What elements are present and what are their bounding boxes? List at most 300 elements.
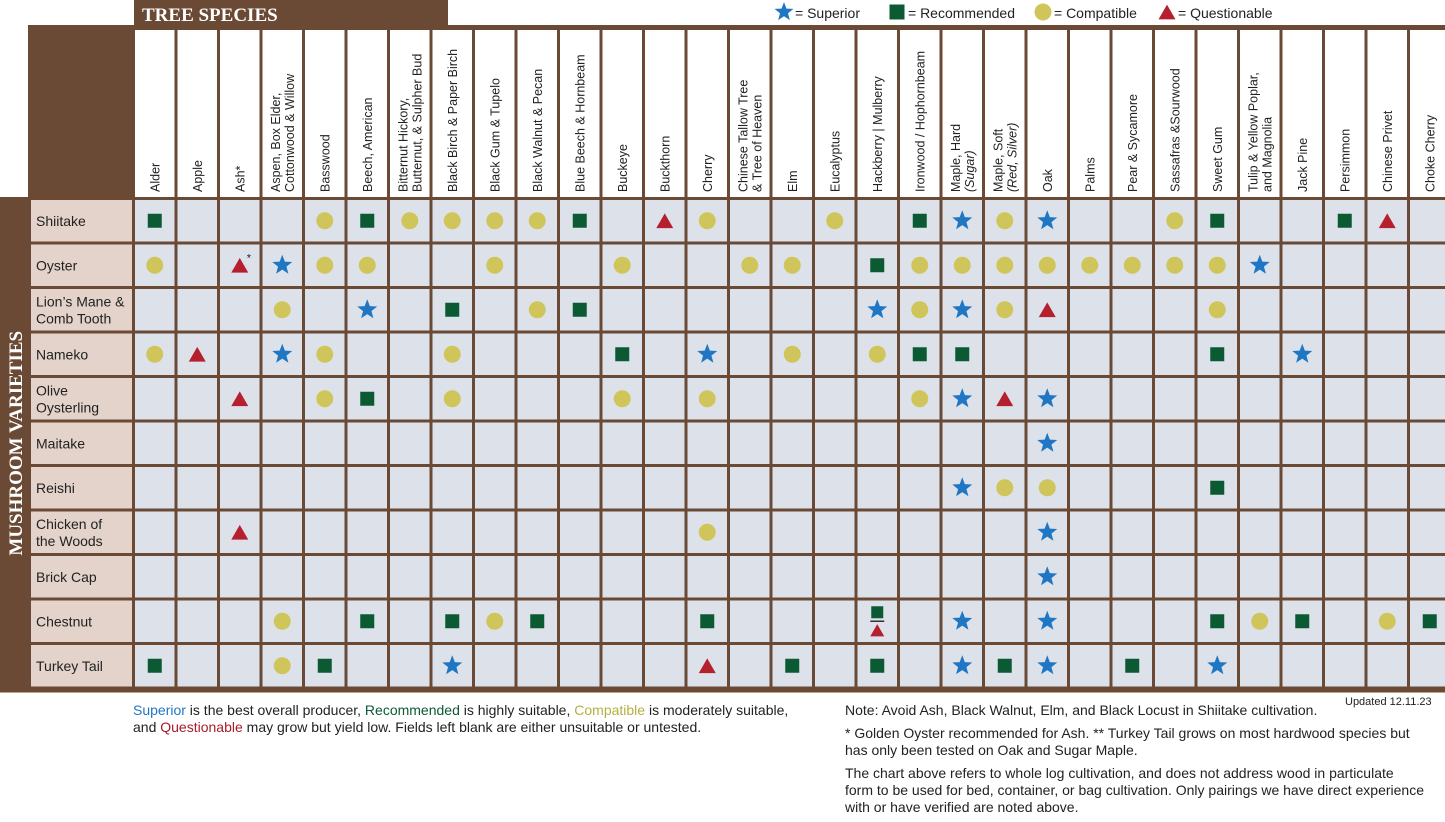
grid-cell — [1410, 467, 1445, 509]
grid-cell — [773, 423, 813, 465]
compatible-mark — [954, 257, 971, 274]
note-avoid: Note: Avoid Ash, Black Walnut, Elm, and Black Locust in Shiitake cultivation. — [845, 702, 1318, 718]
grid-cell — [1283, 556, 1323, 598]
grid-cell — [305, 289, 345, 331]
grid-cell — [135, 601, 175, 643]
grid-cell — [603, 512, 643, 554]
column-header-label: Black Walnut & Pecan — [530, 68, 545, 192]
grid-cell — [1240, 378, 1280, 420]
grid-cell — [688, 289, 728, 331]
grid-cell — [730, 645, 770, 687]
grid-cell — [985, 334, 1025, 376]
row-label: Chicken of — [36, 515, 103, 532]
column-header-label: Apple — [190, 160, 205, 192]
column-header-label: Basswood — [318, 134, 333, 192]
tree-species-label: TREE SPECIES — [142, 5, 278, 26]
grid-cell — [560, 378, 600, 420]
grid-cell — [1070, 645, 1110, 687]
grid-cell — [645, 334, 685, 376]
grid-cell — [1198, 512, 1238, 554]
footnote-text: is moderately suitable, and — [133, 702, 789, 735]
compatible-mark — [826, 212, 843, 229]
grid-cell — [348, 334, 388, 376]
column-header-label: Cottonwood & Willow — [282, 73, 297, 192]
grid-cell — [1368, 645, 1408, 687]
notes — [845, 702, 1425, 822]
grid-cell — [475, 378, 515, 420]
grid-cell — [305, 512, 345, 554]
row-labels — [31, 200, 132, 687]
grid-cell — [1410, 645, 1445, 687]
grid-cell — [815, 378, 855, 420]
compatible-mark — [1039, 257, 1056, 274]
grid-cell — [1325, 289, 1365, 331]
grid-cell — [1113, 512, 1153, 554]
grid-cell — [560, 601, 600, 643]
grid-cell — [390, 512, 430, 554]
grid-cell — [943, 512, 983, 554]
grid-cell — [645, 556, 685, 598]
grid-cell — [475, 556, 515, 598]
grid-cell — [263, 467, 303, 509]
grid-cell — [178, 423, 218, 465]
recommended-mark — [148, 214, 162, 228]
grid-cell — [1410, 200, 1445, 242]
grid-cell — [1368, 245, 1408, 287]
recommended-mark — [445, 614, 459, 628]
grid-cell — [390, 289, 430, 331]
row-label: Oysterling — [36, 399, 100, 416]
recommended-mark — [913, 347, 927, 361]
compatible-mark — [911, 301, 928, 318]
grid-cell — [900, 467, 940, 509]
grid-cell — [815, 512, 855, 554]
row-label: Nameko — [36, 346, 89, 363]
note-asterisks: * Golden Oyster recommended for Ash. ** Turkey Tail grows on most hardwood species but has only been tested on Oak and Sugar Maple. — [845, 725, 1410, 758]
grid-cell — [1325, 423, 1365, 465]
grid-cell — [518, 467, 558, 509]
compatible-mark — [614, 390, 631, 407]
row-label: Maitake — [36, 435, 86, 452]
grid-cell — [135, 556, 175, 598]
grid-cell — [645, 378, 685, 420]
grid-cell — [1410, 334, 1445, 376]
grid-cell — [178, 556, 218, 598]
grid-cell — [475, 645, 515, 687]
grid-cell — [560, 467, 600, 509]
grid-cell — [1070, 200, 1110, 242]
row-label: Reishi — [36, 479, 75, 496]
compatible-mark — [274, 301, 291, 318]
recommended-mark — [615, 347, 629, 361]
grid-cell — [1283, 645, 1323, 687]
grid-cell — [1368, 512, 1408, 554]
grid-cell — [1113, 601, 1153, 643]
grid-cell — [1155, 601, 1195, 643]
grid-cell — [645, 645, 685, 687]
column-header-label: Oak — [1040, 169, 1055, 192]
column-header-label: Chinese Privet — [1380, 110, 1395, 192]
mushroom-varieties-label: MUSHROOM VARIETIES — [6, 330, 27, 556]
tree-species-band — [134, 0, 448, 27]
grid-cell — [1325, 467, 1365, 509]
grid-cell — [645, 512, 685, 554]
grid-cell — [1410, 378, 1445, 420]
column-headers — [135, 30, 1445, 197]
compatible-mark — [146, 346, 163, 363]
grid-cell — [815, 423, 855, 465]
footnote-text: is the best overall producer, — [185, 702, 365, 718]
footnote-text: may grow but yield low. Fields left blank are either unsuitable or untested. — [242, 719, 702, 735]
grid-cell — [773, 289, 813, 331]
grid-cell — [1070, 423, 1110, 465]
grid-cell — [348, 645, 388, 687]
footnote-text: is highly suitable, — [459, 702, 575, 718]
grid-cell — [1240, 334, 1280, 376]
grid-cell — [858, 423, 898, 465]
grid-cell — [348, 423, 388, 465]
grid-cell — [390, 645, 430, 687]
grid-cell — [433, 556, 473, 598]
grid-cell — [1113, 467, 1153, 509]
compatible-mark — [529, 301, 546, 318]
grid-cell — [645, 423, 685, 465]
grid-cell — [1155, 423, 1195, 465]
compatible-mark — [996, 301, 1013, 318]
grid-cell — [518, 645, 558, 687]
grid-cell — [603, 601, 643, 643]
column-header-label: Buckthorn — [658, 135, 673, 192]
column-header-label: Eucalyptus — [828, 130, 843, 192]
column-header-label: (Sugar) — [962, 150, 977, 192]
column-header-label: Persimmon — [1338, 128, 1353, 192]
grid-cell — [688, 245, 728, 287]
row-label: Brick Cap — [36, 568, 97, 585]
grid-cell — [773, 512, 813, 554]
grid-cell — [1070, 378, 1110, 420]
compatible-mark — [486, 613, 503, 630]
grid-cell — [603, 556, 643, 598]
grid-cell — [730, 556, 770, 598]
compatible-mark — [316, 346, 333, 363]
grid-cell — [1240, 556, 1280, 598]
column-header-label: Black Birch & Paper Birch — [445, 48, 460, 192]
grid-cell — [730, 467, 770, 509]
triangle-icon — [1159, 5, 1176, 20]
grid-cell — [943, 556, 983, 598]
grid-cell — [1368, 378, 1408, 420]
row-label: Chestnut — [36, 613, 93, 630]
compatible-mark — [444, 212, 461, 229]
grid-cell — [1283, 245, 1323, 287]
column-header-label: Hackberry | Mulberry — [870, 76, 885, 192]
compatible-mark — [1209, 301, 1226, 318]
grid-cell — [645, 601, 685, 643]
recommended-mark — [1423, 614, 1437, 628]
grid-cell — [645, 467, 685, 509]
grid-cell — [858, 378, 898, 420]
grid-cell — [858, 556, 898, 598]
grid-cell — [603, 289, 643, 331]
grid-cell — [220, 645, 260, 687]
grid-cell — [135, 289, 175, 331]
grid-cell — [1198, 556, 1238, 598]
compatible-mark — [444, 390, 461, 407]
recommended-mark — [871, 606, 883, 618]
grid-cell — [603, 423, 643, 465]
grid-cell — [1283, 423, 1323, 465]
grid-cell — [1155, 467, 1195, 509]
recommended-mark — [445, 303, 459, 317]
grid-cell — [433, 423, 473, 465]
grid-cell — [773, 601, 813, 643]
recommended-mark — [1338, 214, 1352, 228]
compatible-mark — [1209, 257, 1226, 274]
grid-cell — [220, 423, 260, 465]
grid-cell — [730, 378, 770, 420]
column-header-label: Blue Beech & Hornbeam — [573, 54, 588, 192]
legend-recommended-label: = Recommended — [908, 5, 1016, 21]
column-header-label: Black Gum & Tupelo — [488, 78, 503, 192]
grid-cell — [390, 556, 430, 598]
grid-cell — [1325, 512, 1365, 554]
compatible-mark — [529, 212, 546, 229]
grid-cell — [773, 556, 813, 598]
grid-cell — [220, 289, 260, 331]
grid-cell — [560, 334, 600, 376]
row-label: Lion’s Mane & — [36, 293, 125, 310]
updated-date: Updated 12.11.23 — [1345, 696, 1432, 708]
compatible-mark — [996, 212, 1013, 229]
legend-questionable-label: = Questionable — [1178, 5, 1273, 21]
grid-cell — [1155, 378, 1195, 420]
grid-cell — [1113, 556, 1153, 598]
grid-cell — [1368, 556, 1408, 598]
grid-cell — [518, 512, 558, 554]
compatible-mark — [486, 212, 503, 229]
grid-cell — [815, 334, 855, 376]
grid-cell — [1155, 556, 1195, 598]
recommended-mark — [998, 659, 1012, 673]
grid-cell — [688, 423, 728, 465]
grid-cell — [985, 423, 1025, 465]
grid-cell — [1283, 467, 1323, 509]
grid-cell — [1325, 378, 1365, 420]
recommended-mark — [870, 659, 884, 673]
column-header-label: & Tree of Heaven — [750, 94, 765, 192]
grid-cell — [688, 556, 728, 598]
grid-cell — [178, 512, 218, 554]
grid-cell — [1113, 200, 1153, 242]
grid-cell — [1325, 601, 1365, 643]
grid-cell — [390, 334, 430, 376]
recommended-mark — [360, 214, 374, 228]
grid-cell — [1240, 645, 1280, 687]
grid-cell — [475, 512, 515, 554]
grid-cell — [1240, 512, 1280, 554]
row-label: Turkey Tail — [36, 657, 103, 674]
column-header-label: Maple, Hard — [948, 123, 963, 192]
column-header-label: Sassafras &Sourwood — [1168, 68, 1183, 192]
row-label: the Woods — [36, 532, 103, 549]
grid-cell — [858, 512, 898, 554]
grid-cell — [390, 601, 430, 643]
grid-cell — [305, 556, 345, 598]
grid-cell — [1283, 512, 1323, 554]
grid-cell — [985, 512, 1025, 554]
grid-cell — [1070, 334, 1110, 376]
compatible-mark — [316, 390, 333, 407]
legend-description — [133, 702, 793, 736]
grid-cell — [773, 200, 813, 242]
grid-cell — [1028, 334, 1068, 376]
grid-cell — [135, 423, 175, 465]
grid-cell — [603, 200, 643, 242]
cell-annotation: * — [246, 252, 252, 265]
grid-cell — [348, 556, 388, 598]
grid-cell — [1198, 378, 1238, 420]
recommended-mark — [1125, 659, 1139, 673]
grid-cell — [305, 467, 345, 509]
grid-cell — [518, 378, 558, 420]
column-header-label: Buckeye — [615, 144, 630, 192]
column-header-label: Sweet Gum — [1210, 126, 1225, 192]
grid-cell — [1283, 200, 1323, 242]
column-header-label: Cherry — [700, 154, 715, 192]
compatible-mark — [869, 346, 886, 363]
compatible-mark — [1081, 257, 1098, 274]
column-header-label: (Red, Silver) — [1005, 122, 1020, 192]
grid-cell — [1240, 289, 1280, 331]
column-header-label: Pear & Sycamore — [1125, 94, 1140, 192]
compatible-mark — [911, 257, 928, 274]
compatible-mark — [784, 346, 801, 363]
grid-cell — [135, 467, 175, 509]
grid-cell — [985, 556, 1025, 598]
column-header-label: Chinese Tallow Tree — [736, 79, 751, 192]
grid-cell — [390, 467, 430, 509]
compatible-mark — [911, 390, 928, 407]
recommended-mark — [573, 214, 587, 228]
grid-cell — [815, 289, 855, 331]
grid-cell — [1368, 289, 1408, 331]
grid-cell — [1410, 289, 1445, 331]
grid-cell — [475, 334, 515, 376]
grid-cell — [178, 200, 218, 242]
grid-cell — [1283, 378, 1323, 420]
grid-cell — [688, 467, 728, 509]
recommended-mark — [1210, 481, 1224, 495]
grid-cell — [433, 512, 473, 554]
grid-cell — [815, 467, 855, 509]
star-icon — [774, 2, 793, 20]
recommended-mark — [785, 659, 799, 673]
column-header-label: Ironwood / Hophornbeam — [913, 50, 928, 192]
grid-cell — [475, 289, 515, 331]
grid-cell — [390, 378, 430, 420]
compatible-mark — [699, 524, 716, 541]
column-header-label: Tulip & Yellow Poplar, — [1246, 72, 1261, 192]
grid-cell — [1155, 645, 1195, 687]
grid-cell — [603, 645, 643, 687]
grid-cell — [263, 378, 303, 420]
compatible-mark — [784, 257, 801, 274]
recommended-mark — [360, 392, 374, 406]
grid-cell — [220, 467, 260, 509]
grid-cell — [518, 556, 558, 598]
grid-cell — [475, 467, 515, 509]
grid-cell — [900, 645, 940, 687]
column-header-label: Palms — [1083, 157, 1098, 192]
grid-cell — [985, 601, 1025, 643]
compatible-mark — [146, 257, 163, 274]
recommended-mark — [1210, 347, 1224, 361]
recommended-mark — [913, 214, 927, 228]
grid-cell — [178, 378, 218, 420]
legend-superior-label: = Superior — [795, 5, 860, 21]
grid-cell — [1070, 467, 1110, 509]
recommended-mark — [360, 614, 374, 628]
grid-cell — [220, 334, 260, 376]
grid-cell — [560, 645, 600, 687]
grid-cell — [178, 645, 218, 687]
grid-cell — [220, 601, 260, 643]
recommended-mark — [1210, 614, 1224, 628]
recommended-mark — [148, 659, 162, 673]
column-header-label: and Magnolia — [1260, 116, 1275, 192]
grid-cell — [518, 245, 558, 287]
grid-cell — [1410, 423, 1445, 465]
grid-cell — [1113, 334, 1153, 376]
grid-cell — [1325, 645, 1365, 687]
grid-cell — [135, 512, 175, 554]
grid-cell — [263, 200, 303, 242]
grid-cell — [263, 556, 303, 598]
questionable-term: Questionable — [160, 719, 243, 735]
compatible-mark — [1039, 479, 1056, 496]
grid-cell — [1325, 556, 1365, 598]
compatible-mark — [1166, 212, 1183, 229]
recommended-mark — [318, 659, 332, 673]
compatible-mark — [996, 479, 1013, 496]
grid-cell — [943, 423, 983, 465]
grid-cell — [433, 245, 473, 287]
recommended-term: Recommended — [364, 702, 460, 718]
grid-cell — [305, 423, 345, 465]
compatible-mark — [486, 257, 503, 274]
grid-cell — [730, 200, 770, 242]
grid-cell — [1070, 289, 1110, 331]
square-icon — [890, 5, 905, 20]
recommended-mark — [1295, 614, 1309, 628]
grid-cell — [178, 467, 218, 509]
grid-cell — [815, 601, 855, 643]
compatible-mark — [401, 212, 418, 229]
compatible-term: Compatible — [574, 702, 646, 718]
grid-cell — [645, 289, 685, 331]
grid-cell — [1325, 245, 1365, 287]
grid-cell — [220, 200, 260, 242]
compatible-mark — [699, 390, 716, 407]
grid-cell — [390, 423, 430, 465]
compatible-mark — [444, 346, 461, 363]
grid-cell — [348, 512, 388, 554]
compatible-mark — [699, 212, 716, 229]
compatible-mark — [316, 257, 333, 274]
grid-cell — [730, 289, 770, 331]
grid-cell — [1410, 245, 1445, 287]
grid-cell — [815, 645, 855, 687]
